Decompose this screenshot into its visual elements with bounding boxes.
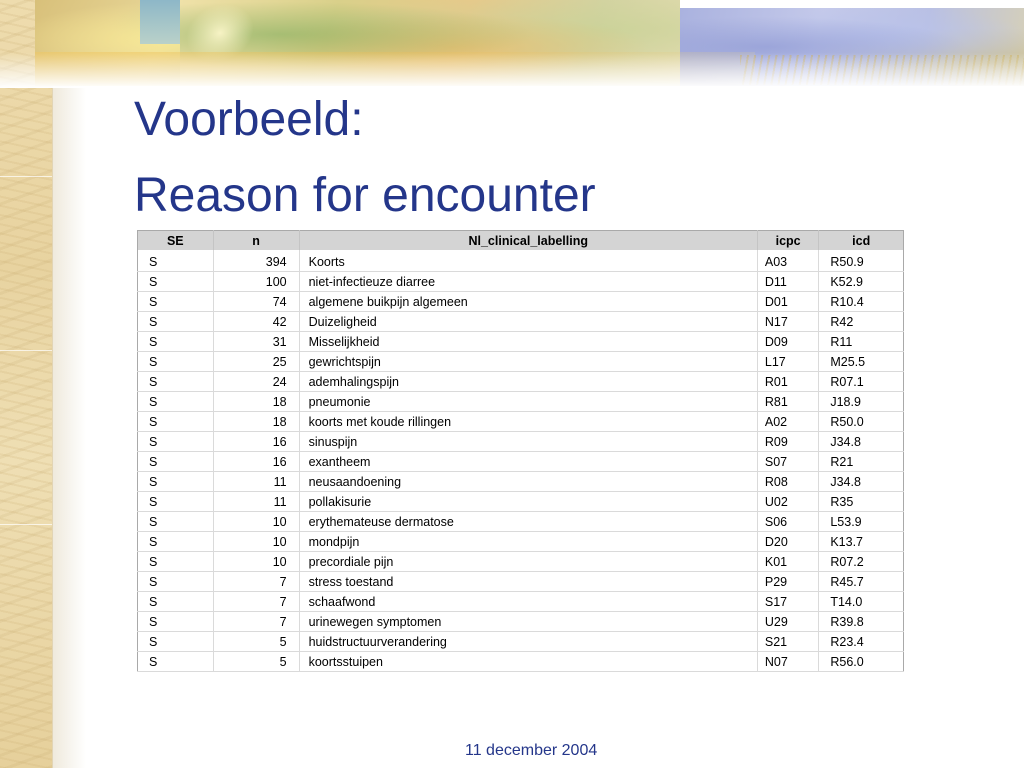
column-header-n: n	[213, 231, 299, 251]
cell-icpc: S17	[757, 592, 818, 612]
cell-se: S	[138, 572, 214, 592]
cell-n: 16	[213, 452, 299, 472]
cell-se: S	[138, 392, 214, 412]
parchment-seam	[0, 176, 52, 177]
cell-icpc: N07	[757, 652, 818, 672]
cell-icd: R23.4	[819, 632, 904, 652]
cell-icpc: K01	[757, 552, 818, 572]
cell-icpc: R08	[757, 472, 818, 492]
cell-se: S	[138, 592, 214, 612]
column-header-icpc: icpc	[757, 231, 818, 251]
cell-se: S	[138, 432, 214, 452]
cell-se: S	[138, 250, 214, 272]
slide-title-line1: Voorbeeld:	[134, 93, 364, 146]
cell-n: 7	[213, 592, 299, 612]
cell-icd: R39.8	[819, 612, 904, 632]
cell-label: Duizeligheid	[299, 312, 757, 332]
cell-label: precordiale pijn	[299, 552, 757, 572]
table-row	[138, 572, 904, 592]
parchment-seam	[0, 350, 52, 351]
table-header-row	[138, 231, 904, 251]
cell-se: S	[138, 632, 214, 652]
cell-n: 7	[213, 572, 299, 592]
cell-icpc: D11	[757, 272, 818, 292]
cell-n: 11	[213, 472, 299, 492]
cell-se: S	[138, 552, 214, 572]
cell-icd: T14.0	[819, 592, 904, 612]
table-row	[138, 292, 904, 312]
cell-label: sinuspijn	[299, 432, 757, 452]
cell-icd: J34.8	[819, 472, 904, 492]
slide-title	[134, 82, 596, 234]
table-row	[138, 272, 904, 292]
cell-icpc: U29	[757, 612, 818, 632]
decorative-banner	[0, 0, 1024, 88]
column-header-label: Nl_clinical_labelling	[299, 231, 757, 251]
cell-se: S	[138, 292, 214, 312]
table-row	[138, 592, 904, 612]
cell-icd: R42	[819, 312, 904, 332]
cell-icpc: S06	[757, 512, 818, 532]
cell-icpc: S07	[757, 452, 818, 472]
cell-icpc: R09	[757, 432, 818, 452]
table-row	[138, 472, 904, 492]
cell-label: exantheem	[299, 452, 757, 472]
table-row	[138, 512, 904, 532]
cell-icpc: U02	[757, 492, 818, 512]
cell-icpc: D09	[757, 332, 818, 352]
cell-n: 31	[213, 332, 299, 352]
table-row	[138, 372, 904, 392]
table-row	[138, 552, 904, 572]
table-row	[138, 632, 904, 652]
cell-label: urinewegen symptomen	[299, 612, 757, 632]
cell-label: koortsstuipen	[299, 652, 757, 672]
cell-icpc: A02	[757, 412, 818, 432]
cell-n: 5	[213, 632, 299, 652]
cell-icd: R21	[819, 452, 904, 472]
cell-n: 18	[213, 412, 299, 432]
cell-icd: R10.4	[819, 292, 904, 312]
cell-icpc: N17	[757, 312, 818, 332]
cell-icpc: R01	[757, 372, 818, 392]
cell-icd: R11	[819, 332, 904, 352]
table-row	[138, 432, 904, 452]
cell-se: S	[138, 412, 214, 432]
table-body	[138, 250, 904, 672]
cell-label: huidstructuurverandering	[299, 632, 757, 652]
table-row	[138, 612, 904, 632]
cell-icd: R50.0	[819, 412, 904, 432]
cell-n: 11	[213, 492, 299, 512]
cell-se: S	[138, 352, 214, 372]
cell-n: 394	[213, 250, 299, 272]
table-row	[138, 412, 904, 432]
cell-icpc: L17	[757, 352, 818, 372]
cell-se: S	[138, 272, 214, 292]
cell-n: 16	[213, 432, 299, 452]
cell-n: 7	[213, 612, 299, 632]
cell-icd: J34.8	[819, 432, 904, 452]
cell-icd: K13.7	[819, 532, 904, 552]
cell-label: neusaandoening	[299, 472, 757, 492]
cell-n: 10	[213, 552, 299, 572]
cell-icd: M25.5	[819, 352, 904, 372]
cell-icpc: R81	[757, 392, 818, 412]
cell-n: 100	[213, 272, 299, 292]
cell-label: niet-infectieuze diarree	[299, 272, 757, 292]
cell-se: S	[138, 472, 214, 492]
table-row	[138, 352, 904, 372]
cell-n: 24	[213, 372, 299, 392]
cell-icd: R50.9	[819, 250, 904, 272]
cell-label: algemene buikpijn algemeen	[299, 292, 757, 312]
cell-icd: R35	[819, 492, 904, 512]
cell-n: 18	[213, 392, 299, 412]
cell-label: mondpijn	[299, 532, 757, 552]
cell-se: S	[138, 612, 214, 632]
cell-se: S	[138, 652, 214, 672]
cell-icd: R56.0	[819, 652, 904, 672]
cell-icpc: D01	[757, 292, 818, 312]
cell-icpc: S21	[757, 632, 818, 652]
table-row	[138, 250, 904, 272]
table-row	[138, 492, 904, 512]
cell-label: pollakisurie	[299, 492, 757, 512]
footer-date: 11 december 2004	[465, 742, 598, 759]
cell-icpc: A03	[757, 250, 818, 272]
slide-title-line2: Reason for encounter	[134, 169, 596, 222]
table-row	[138, 312, 904, 332]
cell-label: schaafwond	[299, 592, 757, 612]
cell-label: Koorts	[299, 250, 757, 272]
cell-icd: J18.9	[819, 392, 904, 412]
table-row	[138, 332, 904, 352]
cell-icd: K52.9	[819, 272, 904, 292]
cell-icd: L53.9	[819, 512, 904, 532]
reason-for-encounter-table	[137, 230, 904, 672]
cell-n: 10	[213, 512, 299, 532]
cell-label: koorts met koude rillingen	[299, 412, 757, 432]
cell-icpc: D20	[757, 532, 818, 552]
cell-se: S	[138, 312, 214, 332]
parchment-strip	[0, 0, 53, 768]
cell-icd: R07.1	[819, 372, 904, 392]
table-row	[138, 532, 904, 552]
cell-icpc: P29	[757, 572, 818, 592]
cell-se: S	[138, 512, 214, 532]
cell-se: S	[138, 452, 214, 472]
cell-se: S	[138, 372, 214, 392]
table-row	[138, 652, 904, 672]
banner-fade	[0, 0, 1024, 88]
cell-n: 5	[213, 652, 299, 672]
table-row	[138, 392, 904, 412]
cell-label: erythemateuse dermatose	[299, 512, 757, 532]
cell-icd: R07.2	[819, 552, 904, 572]
cell-label: pneumonie	[299, 392, 757, 412]
cell-icd: R45.7	[819, 572, 904, 592]
cell-label: gewrichtspijn	[299, 352, 757, 372]
column-header-icd: icd	[819, 231, 904, 251]
cell-label: Misselijkheid	[299, 332, 757, 352]
cell-se: S	[138, 532, 214, 552]
column-header-se: SE	[138, 231, 214, 251]
cell-n: 10	[213, 532, 299, 552]
cell-n: 25	[213, 352, 299, 372]
cell-n: 42	[213, 312, 299, 332]
cell-se: S	[138, 332, 214, 352]
cell-se: S	[138, 492, 214, 512]
cell-label: stress toestand	[299, 572, 757, 592]
parchment-seam	[0, 524, 52, 525]
cell-label: ademhalingspijn	[299, 372, 757, 392]
table-row	[138, 452, 904, 472]
cell-n: 74	[213, 292, 299, 312]
parchment-shadow	[52, 0, 86, 768]
